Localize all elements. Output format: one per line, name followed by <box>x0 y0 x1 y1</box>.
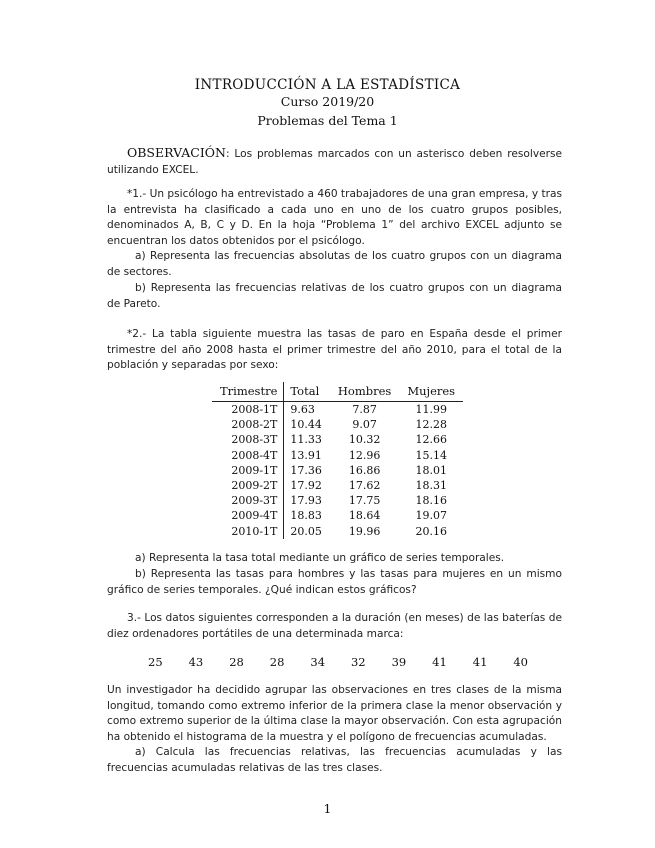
table-row <box>212 432 463 447</box>
problem-3-grouping-text: Un investigador ha decidido agrupar las observaciones en tres clases de la misma longitud, tomando como extremo inferior de la primera clase la menor observación y como extremo superior de la última clase la mayor observación. Con esta agrupación ha obtenido el histograma de la muestra y el polígono de frecuencias acumuladas. <box>107 684 562 743</box>
table-row <box>212 448 463 463</box>
duration-value: 32 <box>350 655 366 669</box>
battery-duration-values <box>148 655 528 669</box>
table-row <box>212 463 463 478</box>
table-row <box>212 524 463 539</box>
cell-hombres: 17.75 <box>348 494 381 508</box>
cell-mujeres: 12.66 <box>415 433 447 447</box>
cell-trimestre: 2008-3T <box>212 432 284 447</box>
cell-trimestre: 2009-3T <box>212 493 284 508</box>
cell-trimestre: 2008-1T <box>212 402 284 418</box>
course-year: Curso 2019/20 <box>280 94 375 109</box>
cell-trimestre: 2009-2T <box>212 478 284 493</box>
cell-hombres: 16.86 <box>348 463 381 477</box>
problem-2-part-a: a) Representa la tasa total mediante un gráfico de series temporales. <box>135 552 505 564</box>
cell-hombres: 12.96 <box>348 448 381 462</box>
column-header-hombres: Hombres <box>330 382 399 402</box>
table-row <box>212 493 463 508</box>
cell-trimestre: 2009-4T <box>212 508 284 523</box>
table-row <box>212 478 463 493</box>
observation-paragraph <box>107 145 562 178</box>
duration-value: 25 <box>148 655 163 669</box>
cell-total: 17.93 <box>290 494 322 508</box>
cell-hombres: 17.62 <box>348 479 381 493</box>
duration-value: 28 <box>229 655 244 669</box>
cell-mujeres: 12.28 <box>415 418 447 432</box>
table-row <box>212 402 463 418</box>
cell-hombres: 9.07 <box>352 418 377 432</box>
table-row <box>212 508 463 523</box>
cell-mujeres: 11.99 <box>415 403 447 417</box>
duration-value: 39 <box>391 655 407 669</box>
observation-text: : Los problemas marcados con un asterisco deben resolverse utilizando EXCEL. <box>107 148 562 176</box>
cell-total: 11.33 <box>290 433 322 447</box>
table-row <box>212 417 463 432</box>
duration-value: 41 <box>472 655 488 669</box>
cell-trimestre: 2009-1T <box>212 463 284 478</box>
cell-mujeres: 18.31 <box>415 479 447 493</box>
cell-hombres: 18.64 <box>348 509 381 523</box>
document-title: INTRODUCCIÓN A LA ESTADÍSTICA <box>194 77 461 93</box>
cell-total: 20.05 <box>290 524 322 538</box>
problem-1-statement: *1.- Un psicólogo ha entrevistado a 460 trabajadores de una gran empresa, y tras la entrevista ha clasificado a cada uno en uno de los cuatro grupos posibles, denominados A, B, C y D. En la hoja “Problema 1” del archivo EXCEL adjunto se encuentran los datos obtenidos por el psicólogo. <box>107 188 562 247</box>
cell-trimestre: 2010-1T <box>212 524 284 539</box>
table-header-row <box>212 382 463 402</box>
cell-trimestre: 2008-4T <box>212 448 284 463</box>
problem-1-part-b: b) Representa las frecuencias relativas de los cuatro grupos con un diagrama de Pareto. <box>107 282 562 310</box>
cell-trimestre: 2008-2T <box>212 417 284 432</box>
duration-value: 43 <box>188 655 204 669</box>
page-number: 1 <box>323 801 332 816</box>
cell-hombres: 7.87 <box>352 403 377 417</box>
unemployment-table <box>212 382 463 539</box>
cell-total: 18.83 <box>290 509 322 523</box>
duration-value: 34 <box>310 655 326 669</box>
document-subtitle: Problemas del Tema 1 <box>257 113 398 128</box>
problem-3-statement: 3.- Los datos siguientes corresponden a la duración (en meses) de las baterías de diez ordenadores portátiles de una determinada marca: <box>107 612 562 640</box>
cell-total: 13.91 <box>290 448 322 462</box>
cell-mujeres: 15.14 <box>415 448 447 462</box>
column-header-trimestre: Trimestre <box>212 382 284 402</box>
cell-mujeres: 18.16 <box>415 494 447 508</box>
cell-total: 9.63 <box>290 403 315 417</box>
observation-label: OBSERVACIÓN <box>127 145 226 160</box>
cell-hombres: 19.96 <box>348 524 381 538</box>
problem-2-part-b: b) Representa las tasas para hombres y las tasas para mujeres en un mismo gráfico de series temporales. ¿Qué indican estos gráficos? <box>107 568 562 596</box>
duration-value: 41 <box>432 655 447 669</box>
cell-total: 10.44 <box>290 418 322 432</box>
column-header-mujeres: Mujeres <box>399 382 463 402</box>
cell-mujeres: 20.16 <box>415 524 447 538</box>
cell-total: 17.92 <box>290 479 322 493</box>
problem-1-part-a: a) Representa las frecuencias absolutas de los cuatro grupos con un diagrama de sectores. <box>107 250 562 278</box>
problem-3-part-a: a) Calcula las frecuencias relativas, las frecuencias acumuladas y las frecuencias acumuladas relativas de las tres clases. <box>107 746 562 774</box>
column-header-total: Total <box>284 382 330 402</box>
problem-2-statement: *2.- La tabla siguiente muestra las tasas de paro en España desde el primer trimestre del año 2008 hasta el primer trimestre del año 2010, para el total de la población y separadas por sexo: <box>107 328 562 371</box>
cell-hombres: 10.32 <box>348 433 381 447</box>
duration-value: 28 <box>269 655 285 669</box>
cell-mujeres: 19.07 <box>415 509 447 523</box>
cell-mujeres: 18.01 <box>415 463 447 477</box>
duration-value: 40 <box>513 655 528 669</box>
cell-total: 17.36 <box>290 463 322 477</box>
